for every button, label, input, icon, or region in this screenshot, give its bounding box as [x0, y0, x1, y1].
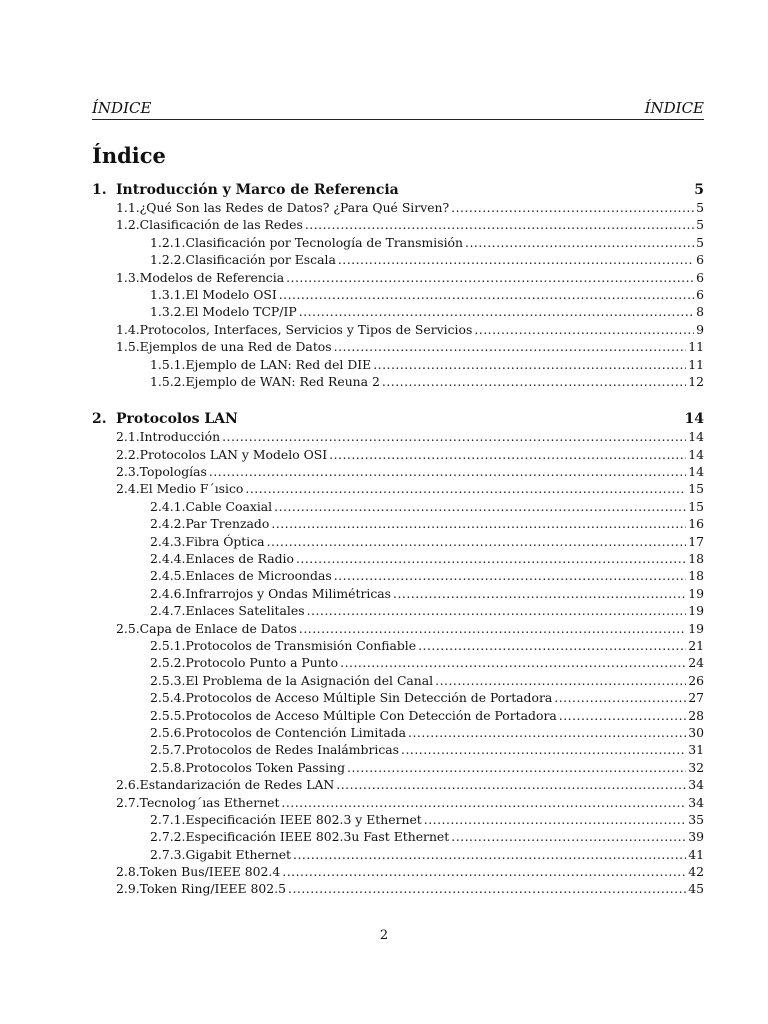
- toc-entry-label: Ejemplo de WAN: Red Reuna 2: [185, 373, 380, 389]
- toc-leader-dots: [334, 338, 687, 355]
- toc-entry-label: Gigabit Ethernet: [185, 846, 292, 862]
- toc-entry-number: 1.5.: [116, 339, 140, 355]
- toc-entry[interactable]: [92, 654, 704, 671]
- toc-entry-page: 8: [696, 304, 704, 320]
- toc-entry-label: Protocolos de Redes Inalámbricas: [185, 742, 400, 758]
- toc-entry-number: 2.5.: [116, 620, 140, 636]
- toc-entry-page: 17: [688, 533, 704, 549]
- toc-entry-number: 2.5.7.: [150, 742, 186, 758]
- toc-leader-dots: [474, 321, 694, 338]
- toc-entry-page: 26: [688, 672, 704, 688]
- toc-entry-page: 19: [688, 603, 704, 619]
- toc-chapter-gap: [92, 390, 704, 410]
- toc-entry-number: 2.5.5.: [150, 707, 186, 723]
- toc-entry-number: 2.: [92, 411, 107, 428]
- toc-entry-number: 2.4.: [116, 481, 140, 497]
- toc-entry[interactable]: [92, 251, 704, 268]
- toc-entry[interactable]: [92, 794, 704, 811]
- toc-entry-page: 14: [688, 464, 704, 480]
- toc-entry[interactable]: [92, 533, 704, 550]
- toc-entry-number: 2.5.4.: [150, 690, 186, 706]
- toc-leader-dots: [305, 216, 694, 233]
- toc-entry-number: 2.2.: [116, 446, 140, 462]
- toc-entry-page: 14: [688, 446, 704, 462]
- toc-entry-label: Ejemplo de LAN: Red del DIE: [185, 356, 372, 372]
- toc-entry[interactable]: [92, 567, 704, 584]
- toc-leader-dots: [222, 428, 686, 445]
- toc-entry-page: 16: [688, 516, 704, 532]
- toc-leader-dots: [435, 672, 686, 689]
- toc-entry-page: 6: [696, 269, 704, 285]
- toc-entry[interactable]: [92, 620, 704, 637]
- toc-entry-number: 2.3.: [116, 464, 140, 480]
- toc-entry-label: Clasificación de las Redes: [139, 217, 303, 233]
- toc-entry[interactable]: [92, 373, 704, 390]
- toc-entry-label: Fibra Óptica: [185, 533, 265, 549]
- toc-entry[interactable]: [92, 356, 704, 373]
- toc-entry[interactable]: [92, 863, 704, 880]
- toc-entry-number: 1.3.: [116, 269, 140, 285]
- toc-entry-number: 2.7.2.: [150, 829, 186, 845]
- toc-entry-number: 2.4.6.: [150, 585, 186, 601]
- toc-entry-label: Ejemplos de una Red de Datos: [139, 339, 332, 355]
- toc-leader-dots: [554, 689, 686, 706]
- toc-entry[interactable]: [92, 741, 704, 758]
- toc-entry-label: Topologías: [139, 464, 207, 480]
- toc-leader-dots: [465, 234, 694, 251]
- toc-leader-dots: [279, 286, 694, 303]
- toc-leader-dots: [373, 356, 686, 373]
- toc-entry[interactable]: [92, 707, 704, 724]
- toc-entry[interactable]: [92, 269, 704, 286]
- running-header-left: ÍNDICE: [92, 99, 152, 117]
- toc-entry-number: 1.: [92, 182, 107, 198]
- toc-entry-page: 5: [696, 234, 704, 250]
- toc-entry[interactable]: [92, 672, 704, 689]
- toc-leader-dots: [382, 373, 686, 390]
- toc-entry[interactable]: [92, 321, 704, 338]
- toc-leader-dots: [393, 585, 686, 602]
- toc-leader-dots: [209, 463, 686, 480]
- toc-entry-label: Token Bus/IEEE 802.4: [139, 864, 281, 880]
- toc-leader-dots: [274, 498, 686, 515]
- toc-leader-dots: [307, 602, 687, 619]
- toc-leader-dots: [271, 515, 686, 532]
- toc-entry-page: 6: [696, 252, 704, 268]
- toc-entry-label: Protocolo Punto a Punto: [185, 655, 339, 671]
- toc-entry-label: Tecnolog´ıas Ethernet: [139, 794, 280, 810]
- toc-leader-dots: [408, 724, 686, 741]
- toc-entry-label: ¿Qué Son las Redes de Datos? ¿Para Qué Sirven?: [139, 200, 450, 215]
- toc-entry[interactable]: [92, 550, 704, 567]
- toc-entry-label: Enlaces de Radio: [185, 551, 294, 567]
- toc-entry[interactable]: [92, 637, 704, 654]
- toc-entry-number: 2.4.4.: [150, 551, 186, 567]
- toc-entry-page: 34: [688, 777, 704, 793]
- toc-entry-label: Par Trenzado: [185, 516, 270, 532]
- page-number: 2: [379, 928, 389, 943]
- toc-entry[interactable]: [92, 234, 704, 251]
- toc-leader-dots: [334, 567, 687, 584]
- toc-entry[interactable]: [92, 216, 704, 233]
- toc-entry-number: 1.5.2.: [150, 373, 186, 389]
- toc-entry[interactable]: [92, 828, 704, 845]
- toc-entry-number: 2.7.: [116, 794, 140, 810]
- toc-leader-dots: [281, 794, 686, 811]
- toc-entry-label: Estandarización de Redes LAN: [139, 777, 335, 793]
- toc-entry-label: El Modelo OSI: [185, 286, 277, 302]
- toc-entry-page: 19: [688, 585, 704, 601]
- toc-entry-page: 14: [684, 411, 704, 428]
- toc-leader-dots: [451, 828, 686, 845]
- toc-entry-number: 1.3.1.: [150, 286, 186, 302]
- toc-entry-number: 1.3.2.: [150, 304, 186, 320]
- toc-entry[interactable]: [92, 602, 704, 619]
- toc-entry-page: 19: [688, 620, 704, 636]
- toc-entry-page: 34: [688, 794, 704, 810]
- toc-entry-number: 1.1.: [116, 200, 140, 215]
- toc-leader-dots: [296, 550, 686, 567]
- toc-entry-label: Enlaces de Microondas: [185, 568, 332, 584]
- toc-leader-dots: [451, 199, 694, 216]
- toc-entry[interactable]: [92, 498, 704, 515]
- toc-entry-label: El Problema de la Asignación del Canal: [185, 672, 434, 688]
- toc-entry-label: Protocolos, Interfaces, Servicios y Tipos de Servicios: [139, 321, 473, 337]
- toc-entry[interactable]: [92, 846, 704, 863]
- toc-entry-label: Especificación IEEE 802.3u Fast Ethernet: [185, 829, 450, 845]
- toc-entry-label: Capa de Enlace de Datos: [139, 620, 297, 636]
- toc-entry[interactable]: [92, 759, 704, 776]
- toc-entry-number: 2.6.: [116, 777, 140, 793]
- toc-entry[interactable]: [92, 480, 704, 497]
- toc-entry-number: 2.5.1.: [150, 637, 186, 653]
- toc-leader-dots: [293, 846, 686, 863]
- toc-entry-label: Protocolos de Transmisión Confiable: [185, 637, 417, 653]
- toc-entry-number: 2.5.8.: [150, 759, 186, 775]
- toc-entry-page: 14: [688, 429, 704, 445]
- toc-entry-page: 5: [694, 182, 704, 198]
- toc-leader-dots: [418, 637, 686, 654]
- toc-leader-dots: [424, 811, 686, 828]
- toc-entry-label: Protocolos LAN: [116, 411, 238, 428]
- toc-entry-number: 2.7.3.: [150, 846, 186, 862]
- toc-entry-number: 2.5.3.: [150, 672, 186, 688]
- toc-entry-page: 11: [688, 356, 704, 372]
- toc-entry-number: 2.4.1.: [150, 498, 186, 514]
- toc-entry[interactable]: [92, 515, 704, 532]
- toc-entry-page: 11: [688, 339, 704, 355]
- toc-entry-label: El Medio F´ısico: [139, 481, 244, 497]
- toc-entry-label: Protocolos Token Passing: [185, 759, 346, 775]
- toc-entry[interactable]: [92, 776, 704, 793]
- toc-entry[interactable]: [92, 463, 704, 480]
- toc-entry-page: 35: [688, 811, 704, 827]
- toc-entry-label: El Modelo TCP/IP: [185, 304, 297, 320]
- toc-entry[interactable]: [92, 338, 704, 355]
- toc-entry[interactable]: [92, 428, 704, 445]
- toc-entry-number: 2.1.: [116, 429, 140, 445]
- toc-entry-number: 1.5.1.: [150, 356, 186, 372]
- toc-entry-label: Token Ring/IEEE 802.5: [139, 881, 286, 897]
- toc-entry-label: Cable Coaxial: [185, 498, 273, 514]
- toc-entry-label: Introducción y Marco de Referencia: [116, 182, 399, 198]
- toc-leader-dots: [267, 533, 687, 550]
- toc-entry-label: Modelos de Referencia: [139, 269, 285, 285]
- toc-entry-label: Protocolos de Contención Limitada: [185, 724, 407, 740]
- toc-entry-number: 2.8.: [116, 864, 140, 880]
- toc-entry-number: 2.7.1.: [150, 811, 186, 827]
- toc-entry[interactable]: [92, 585, 704, 602]
- toc-entry-page: 27: [688, 690, 704, 706]
- toc-entry-number: 1.2.: [116, 217, 140, 233]
- toc-leader-dots: [286, 269, 694, 286]
- toc-entry-page: 12: [688, 373, 704, 389]
- toc-entry-page: 21: [688, 637, 704, 653]
- toc-entry-number: 2.4.3.: [150, 533, 186, 549]
- toc-entry[interactable]: [92, 811, 704, 828]
- toc-entry-page: 5: [696, 217, 704, 233]
- toc-entry-label: Protocolos LAN y Modelo OSI: [139, 446, 328, 462]
- toc-leader-dots: [401, 741, 686, 758]
- toc-entry-number: 1.2.1.: [150, 234, 186, 250]
- toc-entry-number: 2.9.: [116, 881, 140, 897]
- toc-entry-page: 28: [688, 707, 704, 723]
- toc-entry-page: 6: [696, 286, 704, 302]
- toc-leader-dots: [329, 446, 686, 463]
- toc-entry-number: 1.2.2.: [150, 252, 186, 268]
- toc-leader-dots: [288, 880, 686, 897]
- toc-entry[interactable]: [92, 724, 704, 741]
- toc-leader-dots: [340, 654, 686, 671]
- toc-entry-label: Protocolos de Acceso Múltiple Sin Detección de Portadora: [185, 690, 553, 706]
- toc-leader-dots: [336, 776, 686, 793]
- table-of-contents: [92, 181, 704, 898]
- toc-entry-page: 5: [696, 200, 704, 215]
- toc-entry[interactable]: [92, 199, 704, 216]
- toc-entry-page: 42: [688, 864, 704, 880]
- toc-entry-number: 1.4.: [116, 321, 140, 337]
- toc-leader-dots: [299, 303, 694, 320]
- toc-entry-label: Clasificación por Escala: [185, 252, 336, 268]
- toc-entry-page: 41: [688, 846, 704, 862]
- toc-leader-dots: [299, 620, 686, 637]
- toc-entry[interactable]: [92, 286, 704, 303]
- toc-entry-number: 2.4.5.: [150, 568, 186, 584]
- toc-entry-label: Infrarrojos y Ondas Milimétricas: [185, 585, 392, 601]
- toc-entry[interactable]: [92, 303, 704, 320]
- toc-entry-label: Clasificación por Tecnología de Transmisión: [185, 234, 463, 250]
- toc-entry-page: 32: [688, 759, 704, 775]
- toc-entry-page: 45: [688, 881, 704, 897]
- toc-leader-dots: [282, 863, 686, 880]
- toc-leader-dots: [347, 759, 686, 776]
- toc-entry-page: 31: [688, 742, 704, 758]
- toc-entry-page: 15: [688, 481, 704, 497]
- toc-entry-page: 9: [696, 321, 704, 337]
- toc-entry[interactable]: [92, 446, 704, 463]
- toc-chapter-entry[interactable]: [92, 410, 704, 428]
- toc-entry-page: 30: [688, 724, 704, 740]
- toc-entry-page: 39: [688, 829, 704, 845]
- toc-entry-number: 2.4.2.: [150, 516, 186, 532]
- toc-entry-number: 2.5.2.: [150, 655, 186, 671]
- toc-leader-dots: [245, 480, 686, 497]
- toc-chapter-entry[interactable]: [92, 181, 704, 199]
- toc-entry-label: Protocolos de Acceso Múltiple Con Detección de Portadora: [185, 707, 557, 723]
- toc-entry-page: 24: [688, 655, 704, 671]
- toc-entry-label: Especificación IEEE 802.3 y Ethernet: [185, 811, 422, 827]
- toc-entry-number: 2.4.7.: [150, 603, 186, 619]
- toc-entry-label: Enlaces Satelitales: [185, 603, 305, 619]
- toc-entry-number: 2.5.6.: [150, 724, 186, 740]
- running-header-right: ÍNDICE: [644, 99, 704, 117]
- toc-entry-label: Introducción: [139, 429, 221, 445]
- toc-entry[interactable]: [92, 689, 704, 706]
- page-title: Índice: [92, 143, 166, 168]
- toc-entry-page: 18: [688, 551, 704, 567]
- toc-entry-page: 18: [688, 568, 704, 584]
- toc-leader-dots: [559, 707, 686, 724]
- toc-entry[interactable]: [92, 880, 704, 897]
- toc-leader-dots: [338, 251, 694, 268]
- running-header: [92, 97, 704, 120]
- toc-entry-page: 15: [688, 498, 704, 514]
